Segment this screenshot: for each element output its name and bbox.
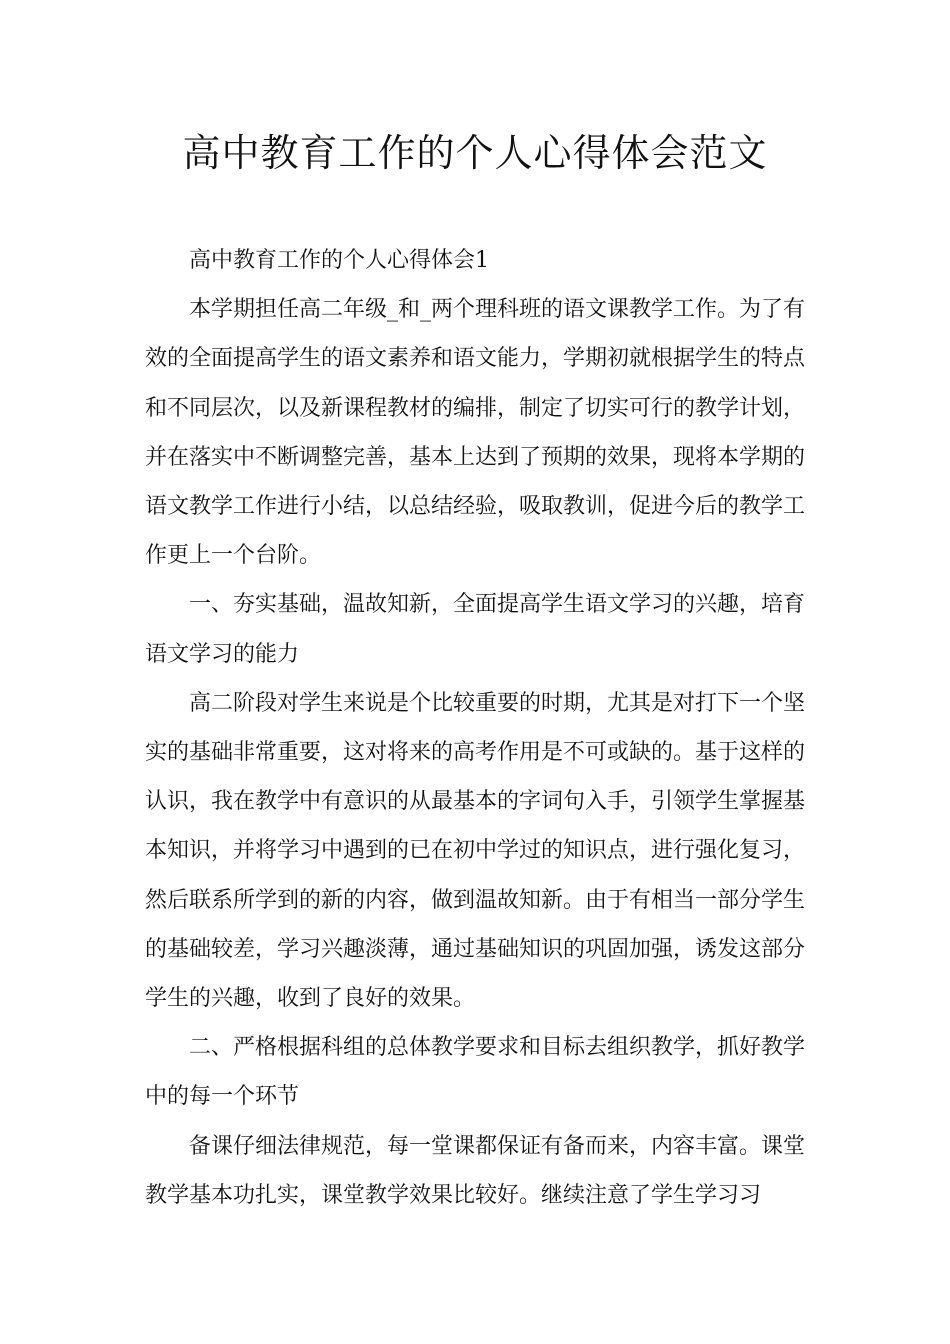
section-heading: 一、夯实基础，温故知新，全面提高学生语文学习的兴趣，培育语文学习的能力: [145, 592, 806, 667]
document-title: 高中教育工作的个人心得体会范文: [182, 131, 768, 175]
paragraph: 高二阶段对学生来说是个比较重要的时期，尤其是对打下一个坚实的基础非常重要，这对将来的高考作用是不可或缺的。基于这样的认识，我在教学中有意识的从最基本的字词句入手，引领学生掌握基本知识，并将学习中遇到的已在初中学过的知识点，进行强化复习，然后联系所学到的新的内容，做到温故知新。由于有相当一部分学生的基础较差，学习兴趣淡薄，通过基础知识的巩固加强，诱发这部分学生的兴趣，收到了良好的效果。: [145, 690, 806, 1012]
section-heading: 二、严格根据科组的总体教学要求和目标去组织教学，抓好教学中的每一个环节: [145, 1035, 806, 1110]
document-body: [145, 236, 805, 1220]
section-heading: 高中教育工作的个人心得体会1: [189, 248, 489, 273]
paragraph: 本学期担任高二年级_和_两个理科班的语文课教学工作。为了有效的全面提高学生的语文素养和语文能力，学期初就根据学生的特点和不同层次，以及新课程教材的编排，制定了切实可行的教学计划，并在落实中不断调整完善，基本上达到了预期的效果，现将本学期的语文教学工作进行小结，以总结经验，吸取教训，促进今后的教学工作更上一个台阶。: [145, 297, 806, 569]
paragraph: 备课仔细法律规范，每一堂课都保证有备而来，内容丰富。课堂教学基本功扎实，课堂教学效果比较好。继续注意了学生学习习: [145, 1133, 806, 1208]
